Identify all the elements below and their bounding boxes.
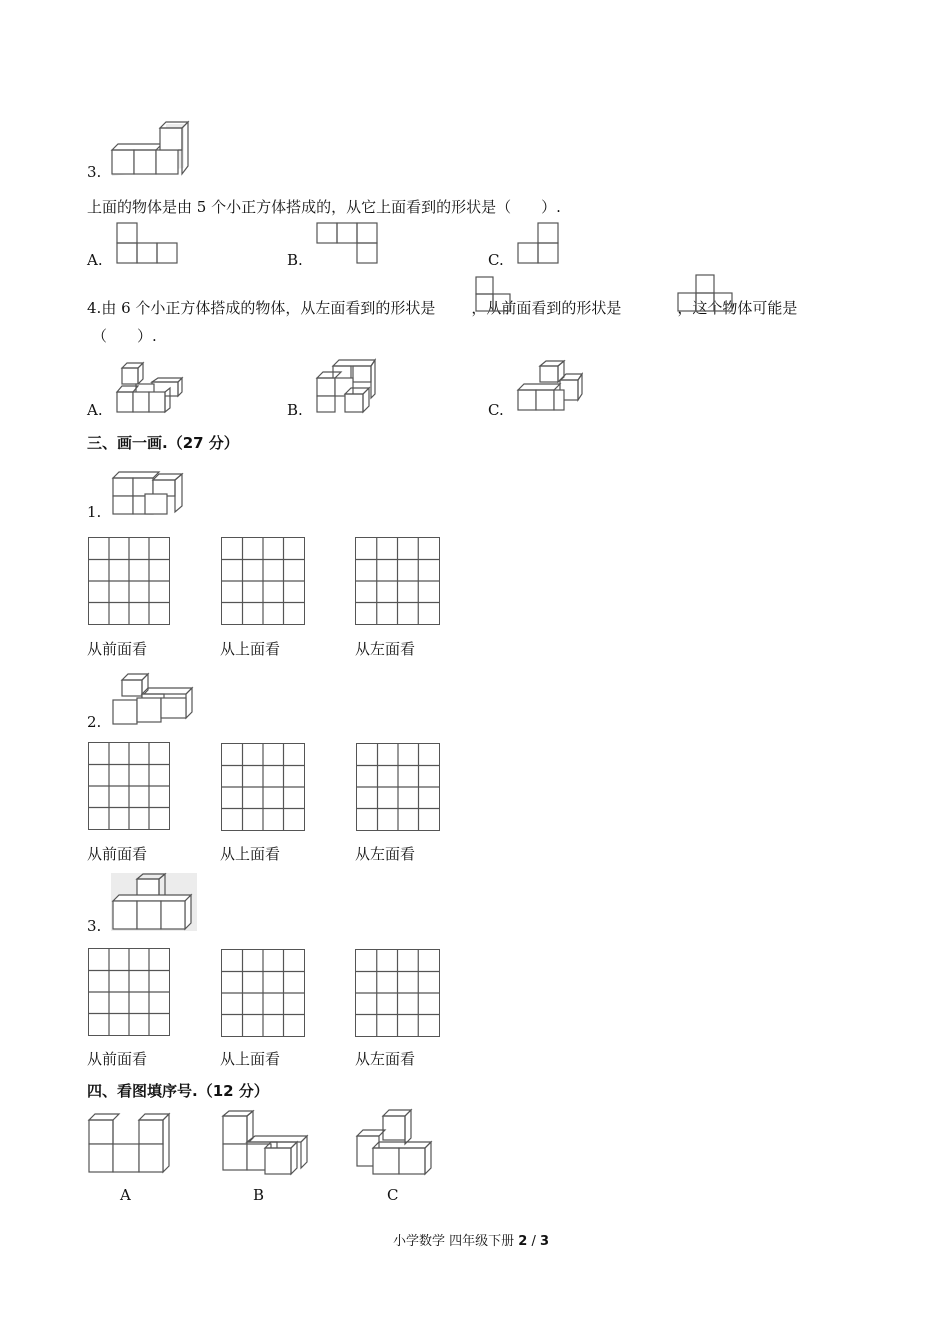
q4-option-c-figure — [516, 360, 584, 414]
s3-item1-number: 1. — [87, 503, 102, 521]
s3-item2-caption-front: 从前面看 — [87, 845, 148, 863]
s3-item2-caption-left: 从左面看 — [355, 845, 416, 863]
q4-text-a: 由 6 个小正方体搭成的物体，从左面看到的形状是 — [101, 299, 436, 317]
s3-item2-caption-top: 从上面看 — [220, 845, 281, 863]
footer-total: 3 — [539, 1234, 550, 1249]
s4-label-b: B — [253, 1186, 265, 1204]
section3-heading: 三、画一画.（27 分） — [87, 434, 239, 452]
s4-figure-c — [355, 1108, 437, 1176]
q4-option-a-label: A. — [87, 401, 103, 419]
q4-number: 4. — [87, 299, 102, 317]
q3-number: 3. — [87, 163, 102, 181]
s3-item3-grid-front[interactable] — [88, 948, 170, 1036]
q3-option-c-label: C. — [488, 251, 504, 269]
s3-item1-figure — [112, 470, 186, 516]
s4-figure-a — [87, 1112, 179, 1176]
q4-option-b-figure — [315, 358, 377, 414]
footer-page: 2 — [518, 1234, 528, 1249]
q4-option-a-figure — [116, 362, 184, 414]
s3-item2-grid-top[interactable] — [221, 743, 305, 831]
q4-text-c: ，这个物体可能是 — [677, 299, 798, 317]
q4-text-d: （ ）. — [92, 327, 157, 345]
q3-text: 上面的物体是由 5 个小正方体搭成的，从它上面看到的形状是（ ）. — [87, 198, 561, 216]
q4-front-view-figure — [677, 274, 733, 312]
s3-item3-figure — [111, 873, 197, 931]
q3-option-b-figure — [316, 222, 378, 264]
s3-item3-caption-top: 从上面看 — [220, 1050, 281, 1068]
s3-item1-grid-top[interactable] — [221, 537, 305, 625]
q3-option-b-label: B. — [287, 251, 303, 269]
q4-option-b-label: B. — [287, 401, 303, 419]
s4-label-c: C — [387, 1186, 399, 1204]
q4-text-b: ，从前面看到的形状是 — [471, 299, 622, 317]
s3-item2-grid-front[interactable] — [88, 742, 170, 830]
q3-option-c-figure — [517, 222, 559, 264]
s3-item1-grid-front[interactable] — [88, 537, 170, 625]
s4-figure-b — [221, 1110, 311, 1176]
s3-item1-grid-left[interactable] — [355, 537, 440, 625]
q4-left-view-figure — [475, 276, 511, 312]
section4-heading: 四、看图填序号.（12 分） — [87, 1082, 269, 1100]
s3-item3-grid-top[interactable] — [221, 949, 305, 1037]
s3-item3-caption-front: 从前面看 — [87, 1050, 148, 1068]
s3-item1-caption-front: 从前面看 — [87, 640, 148, 658]
s3-item3-number: 3. — [87, 917, 102, 935]
footer-sep: / — [527, 1234, 540, 1249]
s3-item3-caption-left: 从左面看 — [355, 1050, 416, 1068]
q4-option-c-label: C. — [488, 401, 504, 419]
s4-label-a: A — [120, 1186, 131, 1204]
s3-item2-figure — [112, 670, 196, 726]
s3-item2-grid-left[interactable] — [356, 743, 440, 831]
q3-option-a-label: A. — [87, 251, 103, 269]
s3-item3-grid-left[interactable] — [355, 949, 440, 1037]
q3-cube-figure — [110, 120, 190, 178]
s3-item1-caption-top: 从上面看 — [220, 640, 281, 658]
page-footer — [393, 1230, 549, 1249]
s3-item1-caption-left: 从左面看 — [355, 640, 416, 658]
footer-text: 小学数学 四年级下册 — [393, 1234, 515, 1249]
s3-item2-number: 2. — [87, 713, 102, 731]
q3-option-a-figure — [116, 222, 178, 264]
